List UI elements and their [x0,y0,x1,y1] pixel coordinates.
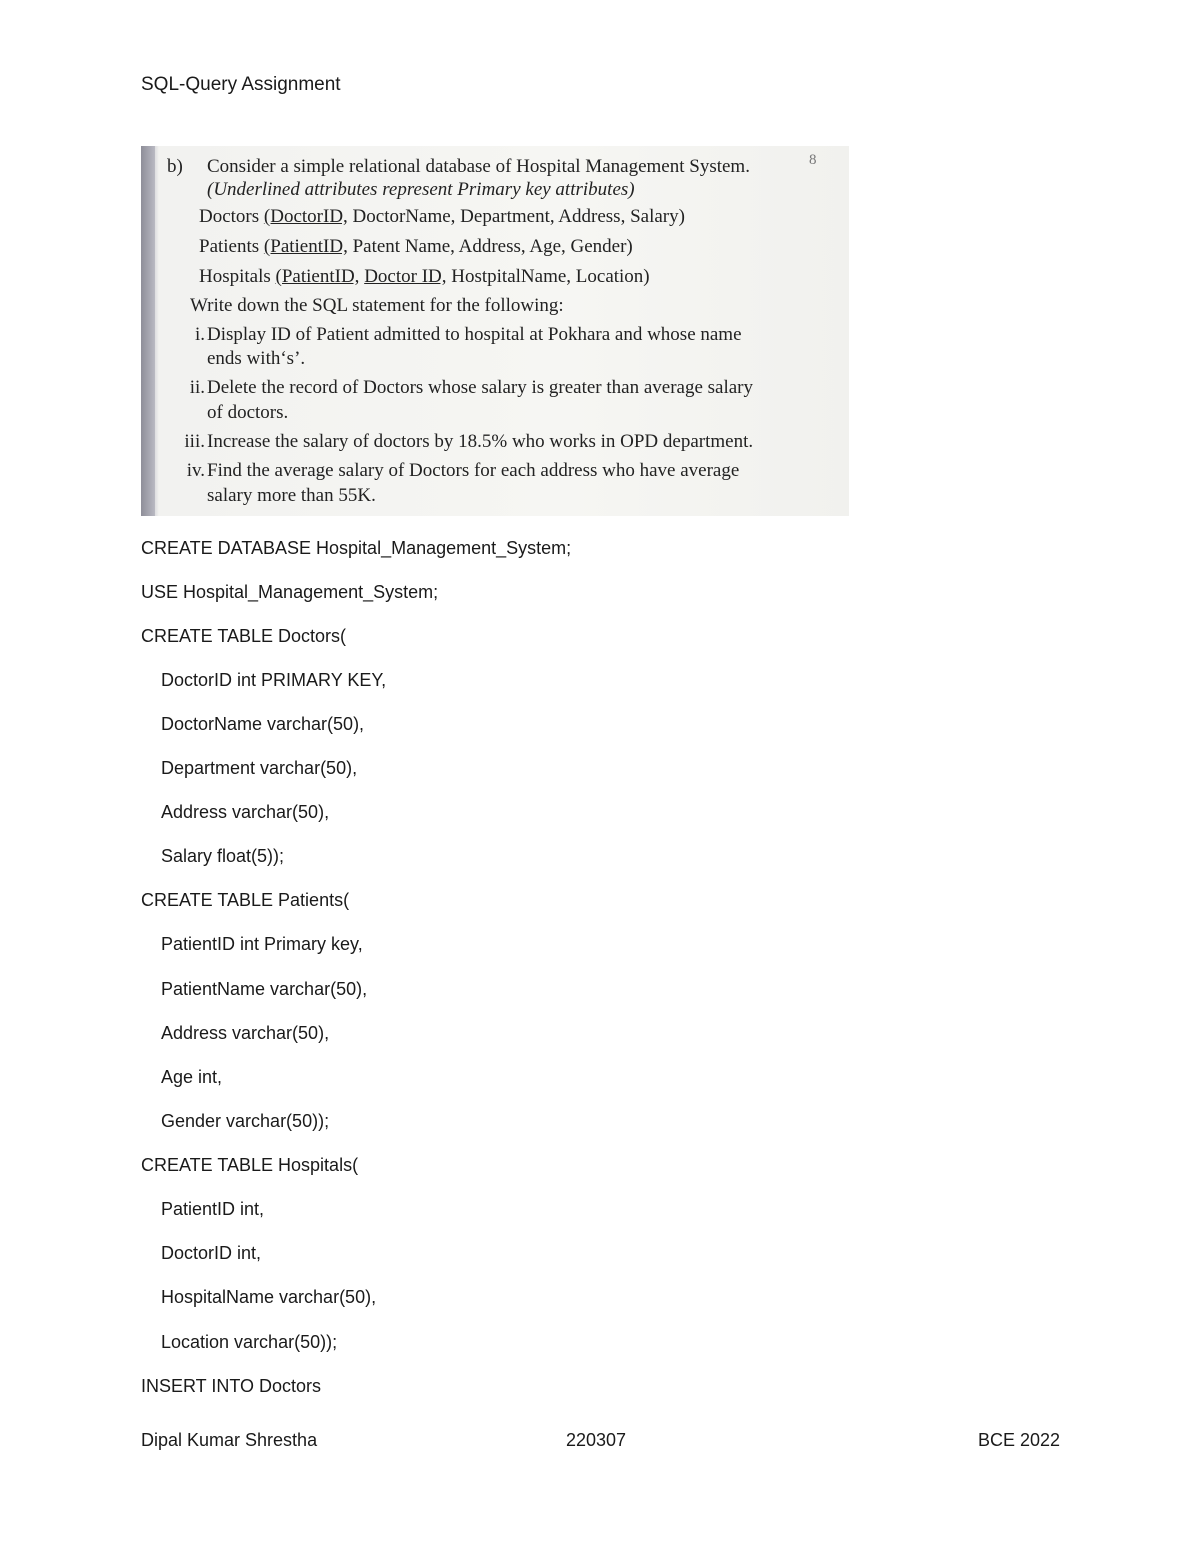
item-text-cont: salary more than 55K. [207,485,376,506]
schema-hospitals [199,266,650,288]
code-line: USE Hospital_Management_System; [141,582,439,602]
schema-doctors [199,206,685,228]
schema-attributes: HostpitalName, Location) [451,266,650,287]
item-text-cont: ends with‘s’. [207,348,306,369]
schema-patients [199,236,633,258]
item-text: Display ID of Patient admitted to hospital at Pokhara and whose name [207,324,742,345]
code-line: DoctorID int, [161,1243,262,1263]
code-line: Age int, [161,1067,223,1087]
schema-table-name: Patients [199,236,260,257]
question-note: (Underlined attributes represent Primary key attributes) [207,179,635,200]
code-line: Salary float(5)); [161,846,285,866]
code-line: CREATE TABLE Hospitals( [141,1155,359,1175]
schema-table-name: Doctors [199,206,260,227]
item-number: iv. [186,460,205,481]
code-line: CREATE TABLE Patients( [141,890,350,910]
code-line: Location varchar(50)); [161,1332,338,1352]
scan-binding-edge [141,146,155,516]
code-line: Address varchar(50), [161,1023,330,1043]
schema-primary-key: (PatientID, [275,266,360,287]
code-line: PatientName varchar(50), [161,979,368,999]
page-header-title: SQL-Query Assignment [141,74,341,95]
code-line: Gender varchar(50)); [161,1111,330,1131]
footer-author: Dipal Kumar Shrestha [141,1430,318,1450]
code-line: INSERT INTO Doctors [141,1376,322,1396]
question-marks: 8 [809,152,817,168]
code-line: Address varchar(50), [161,802,330,822]
item-text: Delete the record of Doctors whose salary is greater than average salary [207,377,753,398]
code-line: DoctorName varchar(50), [161,714,365,734]
schema-primary-key: (DoctorID, [263,206,348,227]
item-text-cont: of doctors. [207,402,289,423]
question-scan-image [141,146,849,516]
question-intro: Consider a simple relational database of Hospital Management System. [207,156,750,177]
schema-attributes: Patent Name, Address, Age, Gender) [352,236,633,257]
item-number: ii. [189,377,205,398]
code-line: PatientID int Primary key, [161,934,363,954]
code-line: DoctorID int PRIMARY KEY, [161,670,387,690]
item-number: i. [194,324,205,345]
code-line: PatientID int, [161,1199,265,1219]
schema-table-name: Hospitals [199,266,271,287]
code-line: Department varchar(50), [161,758,358,778]
code-line: HospitalName varchar(50), [161,1287,377,1307]
footer-roll: 220307 [566,1430,627,1450]
footer-batch: BCE 2022 [977,1430,1060,1450]
code-line: CREATE TABLE Doctors( [141,626,347,646]
item-number: iii. [184,431,205,452]
item-text: Increase the salary of doctors by 18.5% who works in OPD department. [207,431,754,452]
question-label: b) [167,156,183,177]
code-line: CREATE DATABASE Hospital_Management_System; [141,538,572,558]
schema-attributes: DoctorName, Department, Address, Salary) [352,206,685,227]
schema-primary-key-2: Doctor ID, [364,266,447,287]
item-text: Find the average salary of Doctors for each address who have average [207,460,740,481]
schema-primary-key: (PatientID, [263,236,348,257]
question-instruction: Write down the SQL statement for the following: [190,295,564,316]
